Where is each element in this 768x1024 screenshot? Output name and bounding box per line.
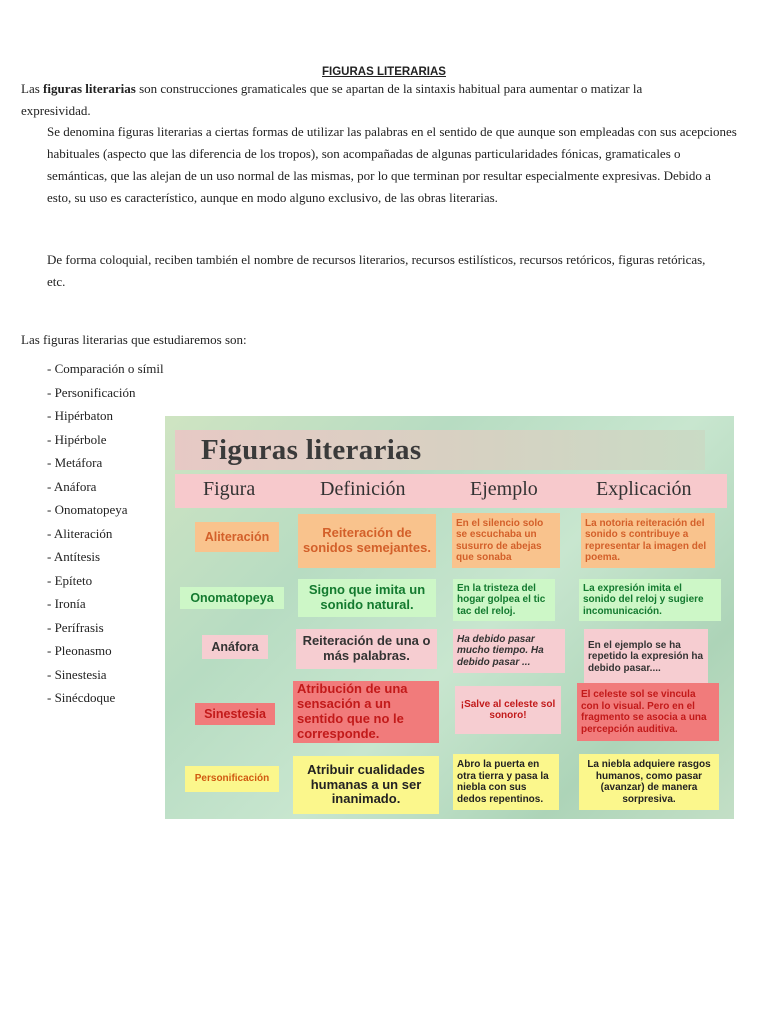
list-item: - Hipérbole <box>47 431 107 447</box>
list-item: - Anáfora <box>47 478 97 494</box>
row-personificacion-figura: Personificación <box>185 766 279 792</box>
row-personificacion-explicacion: La niebla adquiere rasgos humanos, como pasar (avanzar) de manera sorpresiva. <box>579 754 719 810</box>
row-onomatopeya-explicacion: La expresión imita el sonido del reloj y sugiere incomunicación. <box>579 579 721 621</box>
list-item: - Pleonasmo <box>47 643 112 658</box>
header-figura: Figura <box>203 478 256 500</box>
row-sinestesia-figura: Sinestesia <box>195 703 275 725</box>
intro-bold-term: figuras literarias <box>43 81 136 96</box>
row-anafora-figura: Anáfora <box>202 635 268 659</box>
intro-paragraph <box>21 78 661 122</box>
header-definicion: Definición <box>320 478 406 500</box>
definition-paragraph: Se denomina figuras literarias a ciertas formas de utilizar las palabras en el sentido de que aunque son empleadas con sus acepciones habituales (aspecto que las diferencia de los tropos), son acompañadas de algunas particularidades fónicas, gramaticales o semánticas, que las alejan de un uso normal de las mismas, por lo que terminan por resultar especialmente expresivas. Debido a esto, su uso es característico, aunque en modo alguno exclusivo, de las obras literarias. <box>47 124 737 205</box>
row-personificacion-definicion: Atribuir cualidades humanas a un ser inanimado. <box>293 756 439 814</box>
list-item: - Epíteto <box>47 572 93 588</box>
figures-list <box>47 357 164 710</box>
row-onomatopeya-ejemplo: En la tristeza del hogar golpea el tic tac del reloj. <box>453 579 555 621</box>
figures-table-image <box>165 416 734 819</box>
row-aliteracion-figura: Aliteración <box>195 522 279 552</box>
header-ejemplo: Ejemplo <box>470 478 538 500</box>
intro-post: son construcciones gramaticales que se apartan de la sintaxis habitual para aumentar o matizar la expresividad. <box>21 81 643 118</box>
row-aliteracion-definicion: Reiteración de sonidos semejantes. <box>298 514 436 568</box>
list-item: - Hipérbaton <box>47 408 114 423</box>
row-anafora-ejemplo: Ha debido pasar mucho tiempo. Ha debido pasar ... <box>453 629 565 673</box>
colloquial-paragraph: De forma coloquial, reciben también el nombre de recursos literarios, recursos estilísticos, recursos retóricos, figuras retóricas, etc. <box>47 252 706 289</box>
list-item: - Metáfora <box>47 455 103 470</box>
row-sinestesia-definicion: Atribución de una sensación a un sentido que no le corresponde. <box>293 681 439 743</box>
table-header-row <box>175 474 727 508</box>
list-item: - Personificación <box>47 384 136 400</box>
list-item: - Antítesis <box>47 549 101 564</box>
row-personificacion-ejemplo: Abro la puerta en otra tierra y pasa la niebla con sus dedos repentinos. <box>453 754 559 810</box>
header-explicacion: Explicación <box>596 478 692 500</box>
document-title: FIGURAS LITERARIAS <box>322 66 446 78</box>
list-intro: Las figuras literarias que estudiaremos son: <box>21 332 247 347</box>
row-anafora-explicacion: En el ejemplo se ha repetido la expresión ha debido pasar.... <box>584 629 708 685</box>
row-anafora-definicion: Reiteración de una o más palabras. <box>296 629 437 669</box>
panel-title: Figuras literarias <box>201 434 422 466</box>
list-item: - Sinestesia <box>47 666 107 682</box>
list-item: - Sinécdoque <box>47 690 116 705</box>
row-aliteracion-explicacion: La notoria reiteración del sonido s contribuye a representar la imagen del poema. <box>581 513 715 568</box>
row-sinestesia-explicacion: El celeste sol se vincula con lo visual. Pero en el fragmento se asocia a una percepción auditiva. <box>577 683 719 741</box>
list-item: - Ironía <box>47 596 86 611</box>
list-item: - Perífrasis <box>47 619 104 635</box>
intro-pre: Las <box>21 81 44 96</box>
list-item: - Onomatopeya <box>47 502 128 517</box>
list-item: - Comparación o símil <box>47 361 164 376</box>
row-sinestesia-ejemplo: ¡Salve al celeste sol sonoro! <box>455 686 561 734</box>
list-item: - Aliteración <box>47 525 113 541</box>
row-onomatopeya-definicion: Signo que imita un sonido natural. <box>298 579 436 617</box>
row-onomatopeya-figura: Onomatopeya <box>180 587 284 609</box>
row-aliteracion-ejemplo: En el silencio solo se escuchaba un susurro de abejas que sonaba <box>452 513 560 568</box>
